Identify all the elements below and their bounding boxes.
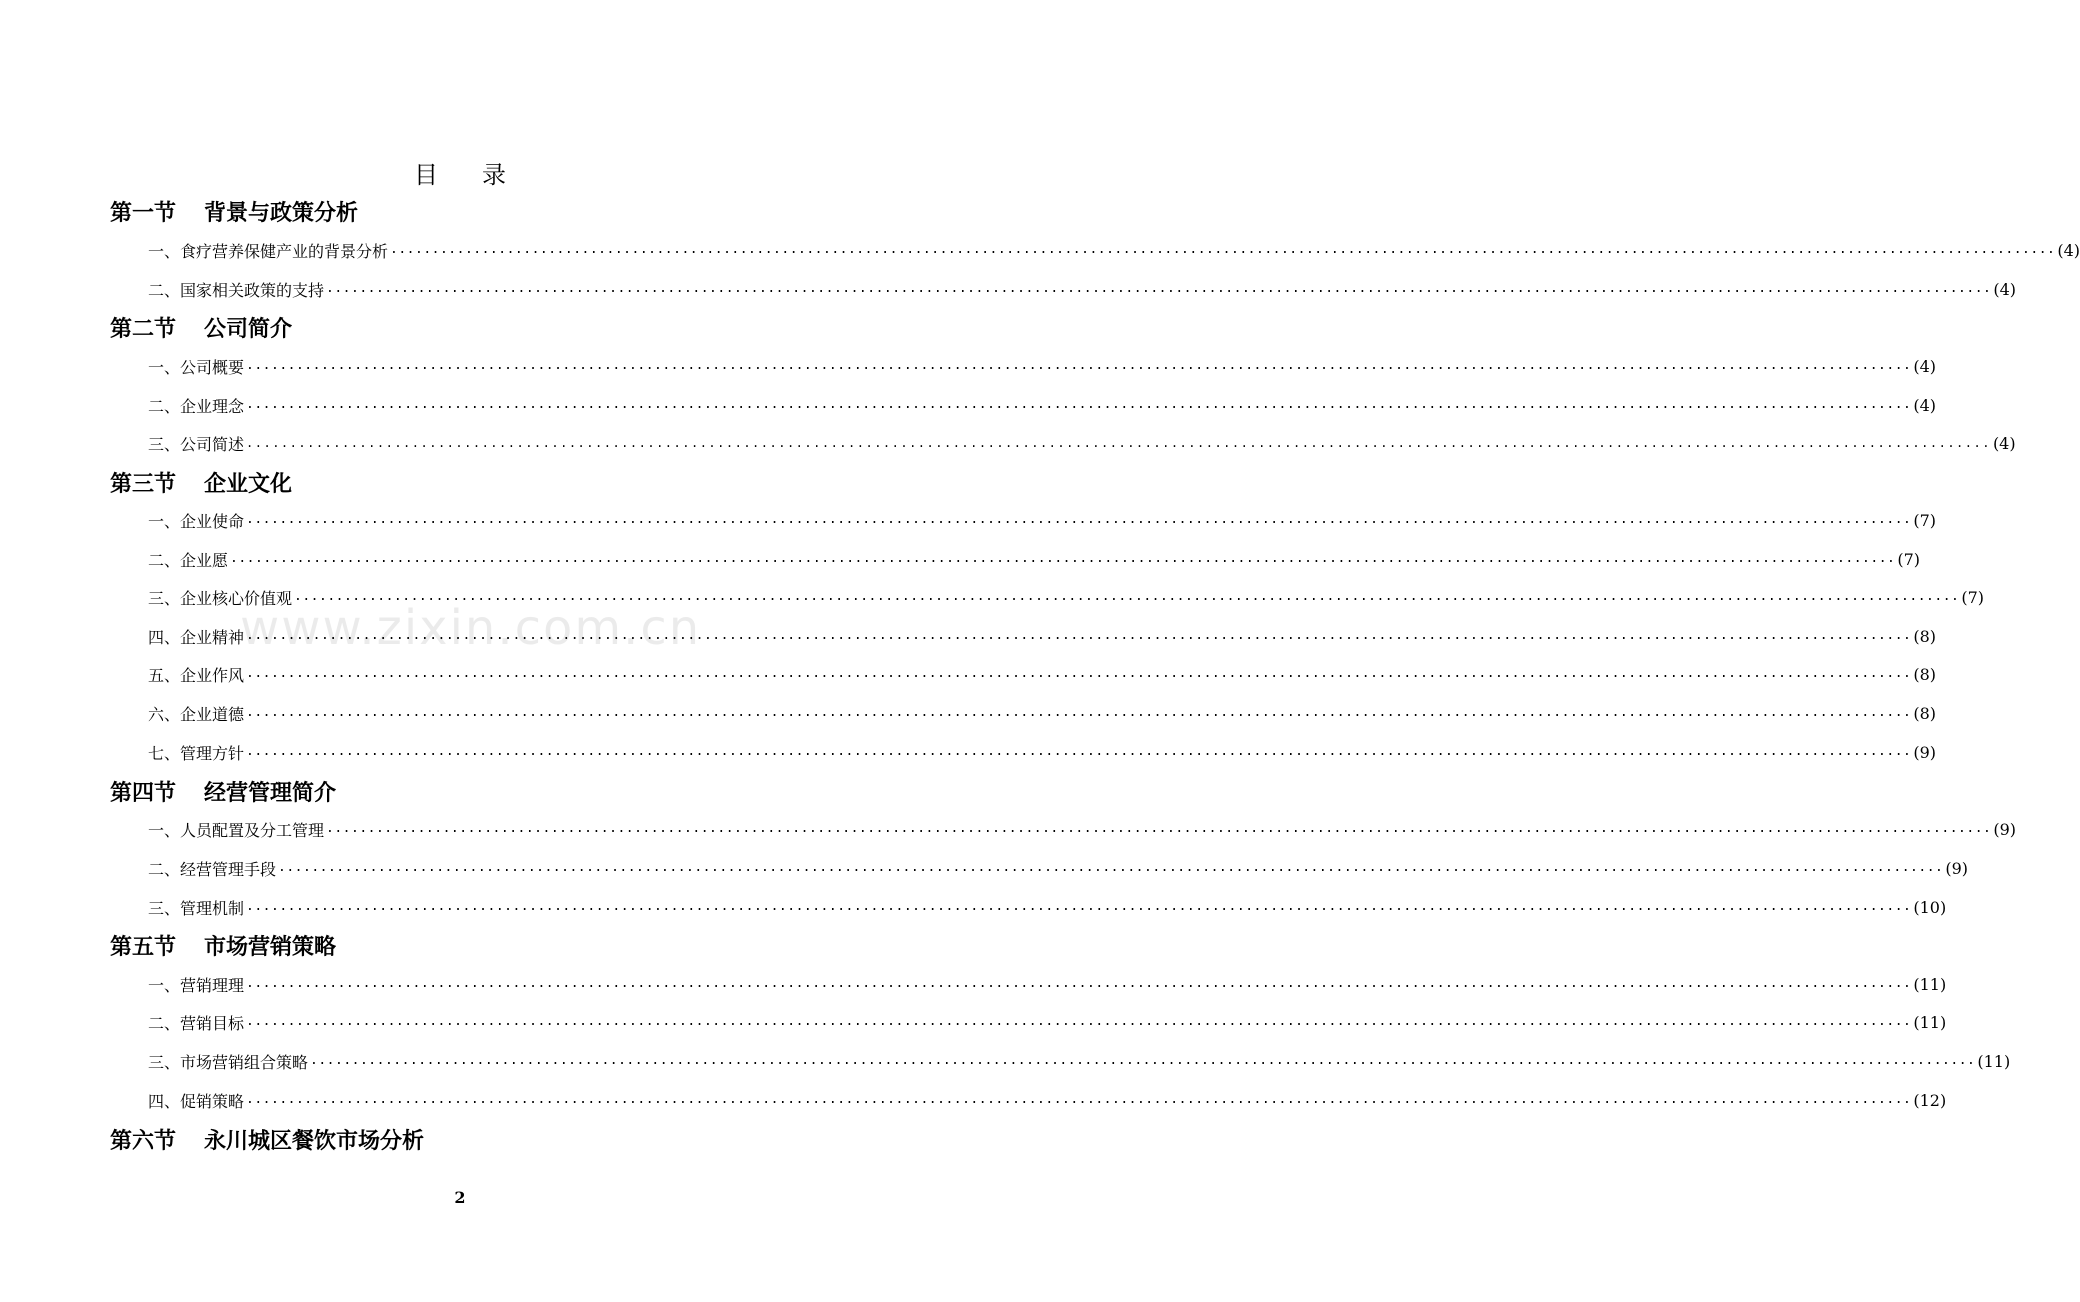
toc-entry-page: (11): [1913, 1012, 1947, 1032]
toc-entry[interactable]: [148, 856, 1969, 880]
toc-entry[interactable]: [148, 972, 1947, 996]
toc-entry[interactable]: [148, 508, 1937, 532]
leader-dots: ........................................................................................................................................................................................................: [246, 358, 1912, 373]
toc-entry-page: (8): [1913, 626, 1937, 646]
section-number: 第五节: [110, 934, 177, 960]
toc-entry[interactable]: [148, 354, 1937, 378]
leader-dots: ........................................................................................................................................................................................................: [246, 436, 1991, 450]
section-number: 第一节: [110, 200, 177, 226]
section-number: 第六节: [110, 1128, 177, 1154]
section-heading[interactable]: [110, 776, 336, 807]
toc-entry-label: 二、经营管理手段: [148, 859, 277, 879]
leader-dots: ........................................................................................................................................................................................................: [390, 242, 2056, 257]
section-heading[interactable]: [110, 196, 358, 227]
toc-entry-label: 六、企业道德: [148, 704, 245, 724]
section-heading[interactable]: [110, 930, 336, 961]
leader-dots: ........................................................................................................................................................................................................: [246, 705, 1912, 720]
section-heading[interactable]: [110, 1124, 424, 1155]
watermark: www.zixin.com.cn: [240, 600, 702, 656]
section-title: 经营管理简介: [204, 780, 337, 806]
toc-entry[interactable]: [148, 1088, 1947, 1112]
toc-entry-label: 五、企业作风: [148, 665, 245, 685]
toc-entry[interactable]: [148, 1049, 2011, 1073]
toc-entry-label: 一、营销理理: [148, 975, 245, 995]
toc-entry-label: 一、企业使命: [148, 511, 245, 531]
section-title: 背景与政策分析: [204, 200, 359, 226]
toc-entry-page: (7): [1913, 510, 1937, 530]
section-title: 市场营销策略: [204, 934, 337, 960]
toc-entry[interactable]: [148, 1010, 1947, 1034]
toc-entry-page: (11): [1913, 974, 1947, 994]
leader-dots: ........................................................................................................................................................................................................: [246, 1092, 1912, 1107]
leader-dots: ........................................................................................................................................................................................................: [246, 899, 1912, 914]
page-number: 2: [454, 1188, 466, 1207]
leader-dots: ........................................................................................................................................................................................................: [246, 397, 1912, 412]
toc-entry[interactable]: [148, 431, 2016, 455]
toc-entry[interactable]: [148, 277, 2017, 301]
toc-entry-page: (4): [1993, 279, 2017, 299]
section-title: 永川城区餐饮市场分析: [204, 1128, 425, 1154]
leader-dots: ........................................................................................................................................................................................................: [246, 976, 1912, 991]
toc-title: 目录: [414, 161, 550, 189]
toc-entry-page: (4): [1913, 356, 1937, 376]
toc-entry[interactable]: [148, 895, 1947, 919]
toc-entry-label: 四、促销策略: [148, 1091, 245, 1111]
leader-dots: ........................................................................................................................................................................................................: [246, 1014, 1912, 1029]
leader-dots: ........................................................................................................................................................................................................: [246, 512, 1912, 527]
toc-entry-label: 三、管理机制: [148, 898, 245, 918]
toc-entry-page: (7): [1961, 587, 1985, 607]
toc-entry[interactable]: [148, 817, 2017, 841]
section-number: 第二节: [110, 316, 177, 342]
toc-entry-label: 二、企业愿: [148, 550, 229, 570]
toc-entry-page: (4): [2057, 240, 2080, 260]
toc-entry-page: (11): [1977, 1051, 2011, 1071]
toc-entry-page: (4): [1913, 395, 1937, 415]
toc-entry-page: (9): [1993, 819, 2017, 839]
toc-entry-label: 二、企业理念: [148, 396, 245, 416]
toc-entry-label: 一、公司概要: [148, 357, 245, 377]
toc-entry[interactable]: [148, 393, 1937, 417]
section-number: 第三节: [110, 471, 177, 497]
leader-dots: ........................................................................................................................................................................................................: [294, 589, 1960, 604]
section-heading[interactable]: [110, 312, 292, 343]
toc-entry-page: (7): [1897, 549, 1921, 569]
section-number: 第四节: [110, 780, 177, 806]
toc-entry-page: (8): [1913, 703, 1937, 723]
toc-entry-page: (9): [1913, 742, 1937, 762]
leader-dots: ........................................................................................................................................................................................................: [230, 551, 1896, 566]
leader-dots: ........................................................................................................................................................................................................: [326, 821, 1992, 836]
leader-dots: ........................................................................................................................................................................................................: [310, 1053, 1976, 1068]
section-heading[interactable]: [110, 467, 292, 498]
toc-entry-page: (4): [1992, 433, 2016, 453]
toc-entry-label: 二、营销目标: [148, 1013, 245, 1033]
toc-entry-page: (10): [1913, 897, 1947, 917]
toc-entry-label: 三、市场营销组合策略: [148, 1052, 309, 1072]
toc-entry-page: (12): [1913, 1090, 1947, 1110]
toc-entry-page: (8): [1913, 664, 1937, 684]
toc-entry-label: 三、企业核心价值观: [148, 588, 293, 608]
toc-entry-label: 四、企业精神: [148, 627, 245, 647]
leader-dots: ........................................................................................................................................................................................................: [246, 744, 1912, 759]
leader-dots: ........................................................................................................................................................................................................: [278, 860, 1944, 875]
toc-entry-label: 二、国家相关政策的支持: [148, 280, 325, 300]
section-title: 企业文化: [204, 471, 293, 497]
section-title: 公司简介: [204, 316, 293, 342]
leader-dots: ........................................................................................................................................................................................................: [246, 628, 1912, 643]
toc-entry[interactable]: [148, 547, 1921, 571]
toc-entry-label: 七、管理方针: [148, 743, 245, 763]
leader-dots: ........................................................................................................................................................................................................: [246, 666, 1912, 681]
toc-entry[interactable]: [148, 238, 2080, 262]
toc-entry[interactable]: [148, 624, 1937, 648]
toc-entry[interactable]: [148, 740, 1937, 764]
leader-dots: ........................................................................................................................................................................................................: [326, 281, 1992, 296]
toc-entry-label: 一、人员配置及分工管理: [148, 820, 325, 840]
toc-entry-page: (9): [1945, 858, 1969, 878]
toc-entry[interactable]: [148, 662, 1937, 686]
toc-entry-label: 一、食疗营养保健产业的背景分析: [148, 241, 389, 261]
toc-entry[interactable]: [148, 585, 1985, 609]
toc-entry-label: 三、公司简述: [148, 434, 245, 454]
toc-entry[interactable]: [148, 701, 1937, 725]
